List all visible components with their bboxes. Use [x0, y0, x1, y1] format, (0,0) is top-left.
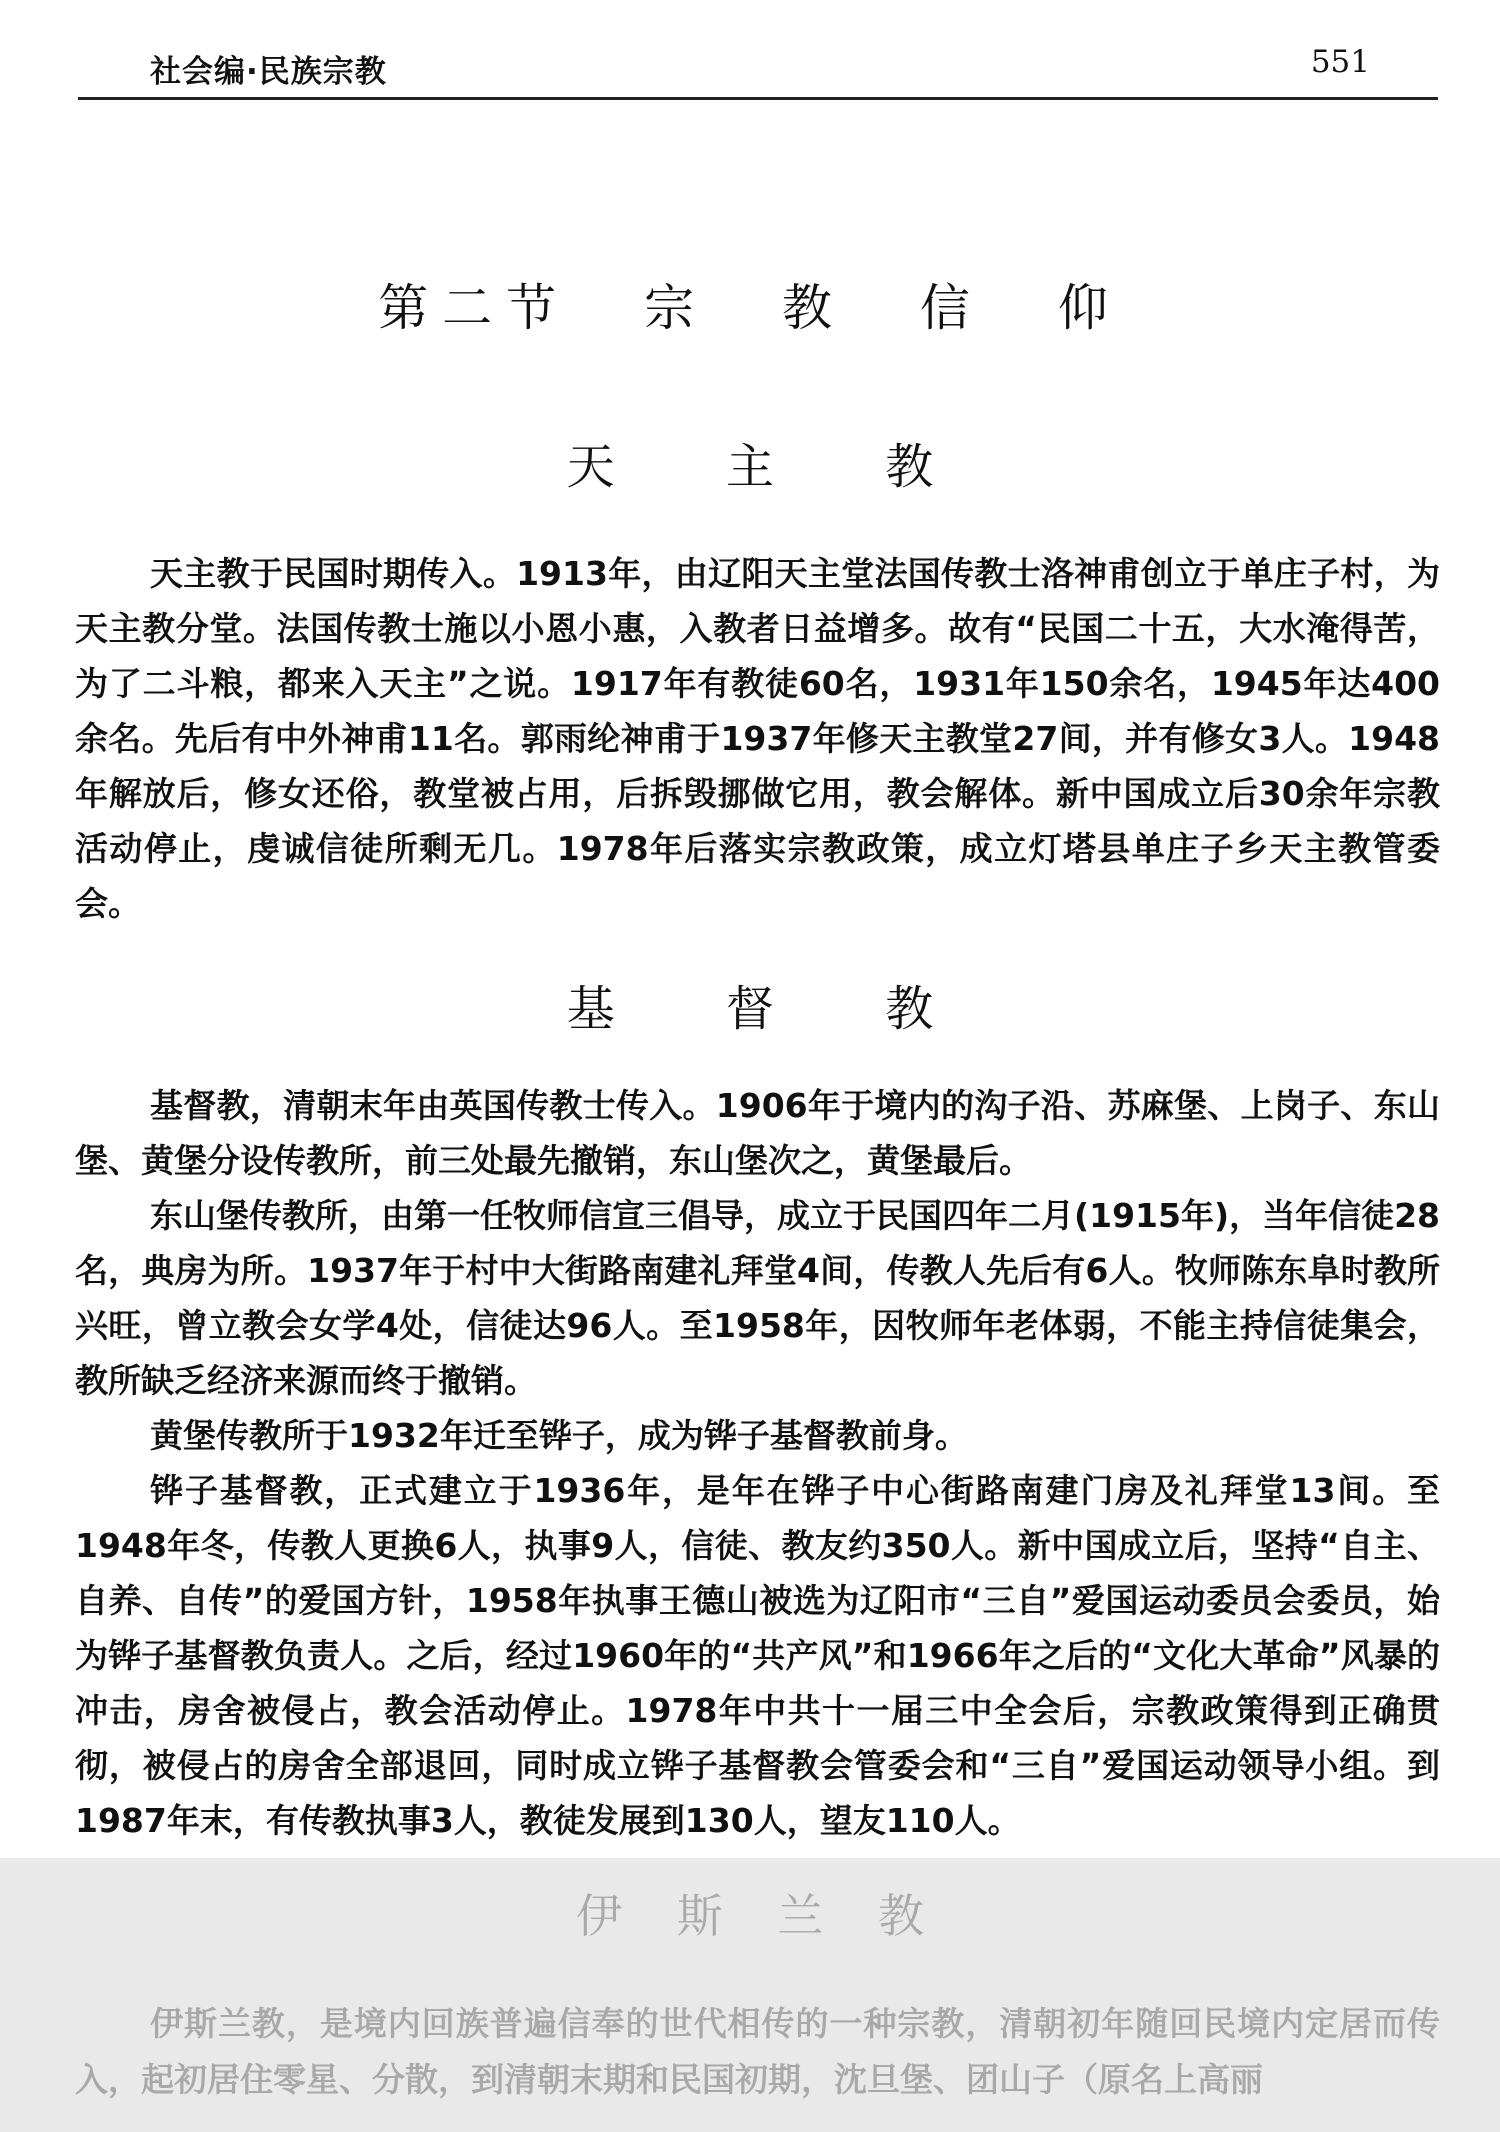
- section-title-char: 教: [782, 279, 846, 337]
- heading-char: 教: [877, 1889, 924, 1943]
- heading-char: 督: [725, 981, 774, 1037]
- header-rule: [78, 97, 1438, 100]
- section-title: [0, 268, 1500, 340]
- section-label: 第二节: [378, 279, 571, 337]
- section-title-char: 信: [919, 279, 984, 337]
- section-title-char: 仰: [1057, 279, 1122, 337]
- islam-paragraph: 伊斯兰教，是境内回族普遍信奉的世代相传的一种宗教，清朝初年随回民境内定居而传入，起初居住零星、分散，到清朝末期和民国初期，沈旦堡、团山子（原名上高丽: [75, 2004, 1440, 2099]
- heading-char: 主: [725, 439, 774, 495]
- catholicism-paragraph: 天主教于民国时期传入。1913年，由辽阳天主堂法国传教士洛神甫创立于单庄子村，为天主教分堂。法国传教士施以小恩小惠，入教者日益增多。故有“民国二十五，大水淹得苦，为了二斗粮，都来入天主”之说。1917年有教徒60名，1931年150余名，1945年达400余名。先后有中外神甫11名。郭雨纶神甫于1937年修天主教堂27间，并有修女3人。1948年解放后，修女还俗，教堂被占用，后拆毁挪做它用，教会解体。新中国成立后30余年宗教活动停止，虔诚信徒所剩无几。1978年后落实宗教政策，成立灯塔县单庄子乡天主教管委会。: [75, 554, 1440, 923]
- heading-char: 斯: [676, 1889, 723, 1943]
- christianity-paragraph-4: 铧子基督教，正式建立于1936年，是年在铧子中心街路南建门房及礼拜堂13间。至1948年冬，传教人更换6人，执事9人，信徒、教友约350人。新中国成立后，坚持“自主、自养、自传”的爱国方针，1958年执事王德山被选为辽阳市“三自”爱国运动委员会委员，始为铧子基督教负责人。之后，经过1960年的“共产风”和1966年之后的“文化大革命”风暴的冲击，房舍被侵占，教会活动停止。1978年中共十一届三中全会后，宗教政策得到正确贯彻，被侵占的房舍全部退回，同时成立铧子基督教会管委会和“三自”爱国运动领导小组。到1987年末，有传教执事3人，教徒发展到130人，望友110人。: [75, 1471, 1440, 1840]
- heading-char: 兰: [777, 1889, 824, 1943]
- heading-char: 天: [566, 439, 615, 495]
- heading-char: 教: [885, 439, 934, 495]
- christianity-paragraph-1: 基督教，清朝末年由英国传教士传入。1906年于境内的沟子沿、苏麻堡、上岗子、东山堡、黄堡分设传教所，前三处最先撤销，东山堡次之，黄堡最后。: [75, 1086, 1440, 1180]
- catholicism-heading: [0, 428, 1500, 497]
- christianity-paragraph-3: 黄堡传教所于1932年迁至铧子，成为铧子基督教前身。: [150, 1416, 968, 1455]
- islam-heading: [0, 1880, 1500, 1946]
- christianity-heading: [0, 970, 1500, 1039]
- running-header: [150, 38, 1370, 94]
- heading-char: 教: [885, 981, 934, 1037]
- heading-char: 基: [566, 981, 615, 1037]
- christianity-paragraph-2: 东山堡传教所，由第一任牧师信宣三倡导，成立于民国四年二月(1915年)，当年信徒28名，典房为所。1937年于村中大街路南建礼拜堂4间，传教人先后有6人。牧师陈东阜时教所兴旺，曾立教会女学4处，信徒达96人。至1958年，因牧师年老体弱，不能主持信徒集会，教所缺乏经济来源而终于撤销。: [75, 1196, 1440, 1400]
- page-number: 551: [1310, 44, 1370, 80]
- running-header-section: 社会编·民族宗教: [150, 54, 387, 90]
- heading-char: 伊: [576, 1889, 623, 1943]
- section-title-char: 宗: [644, 279, 709, 337]
